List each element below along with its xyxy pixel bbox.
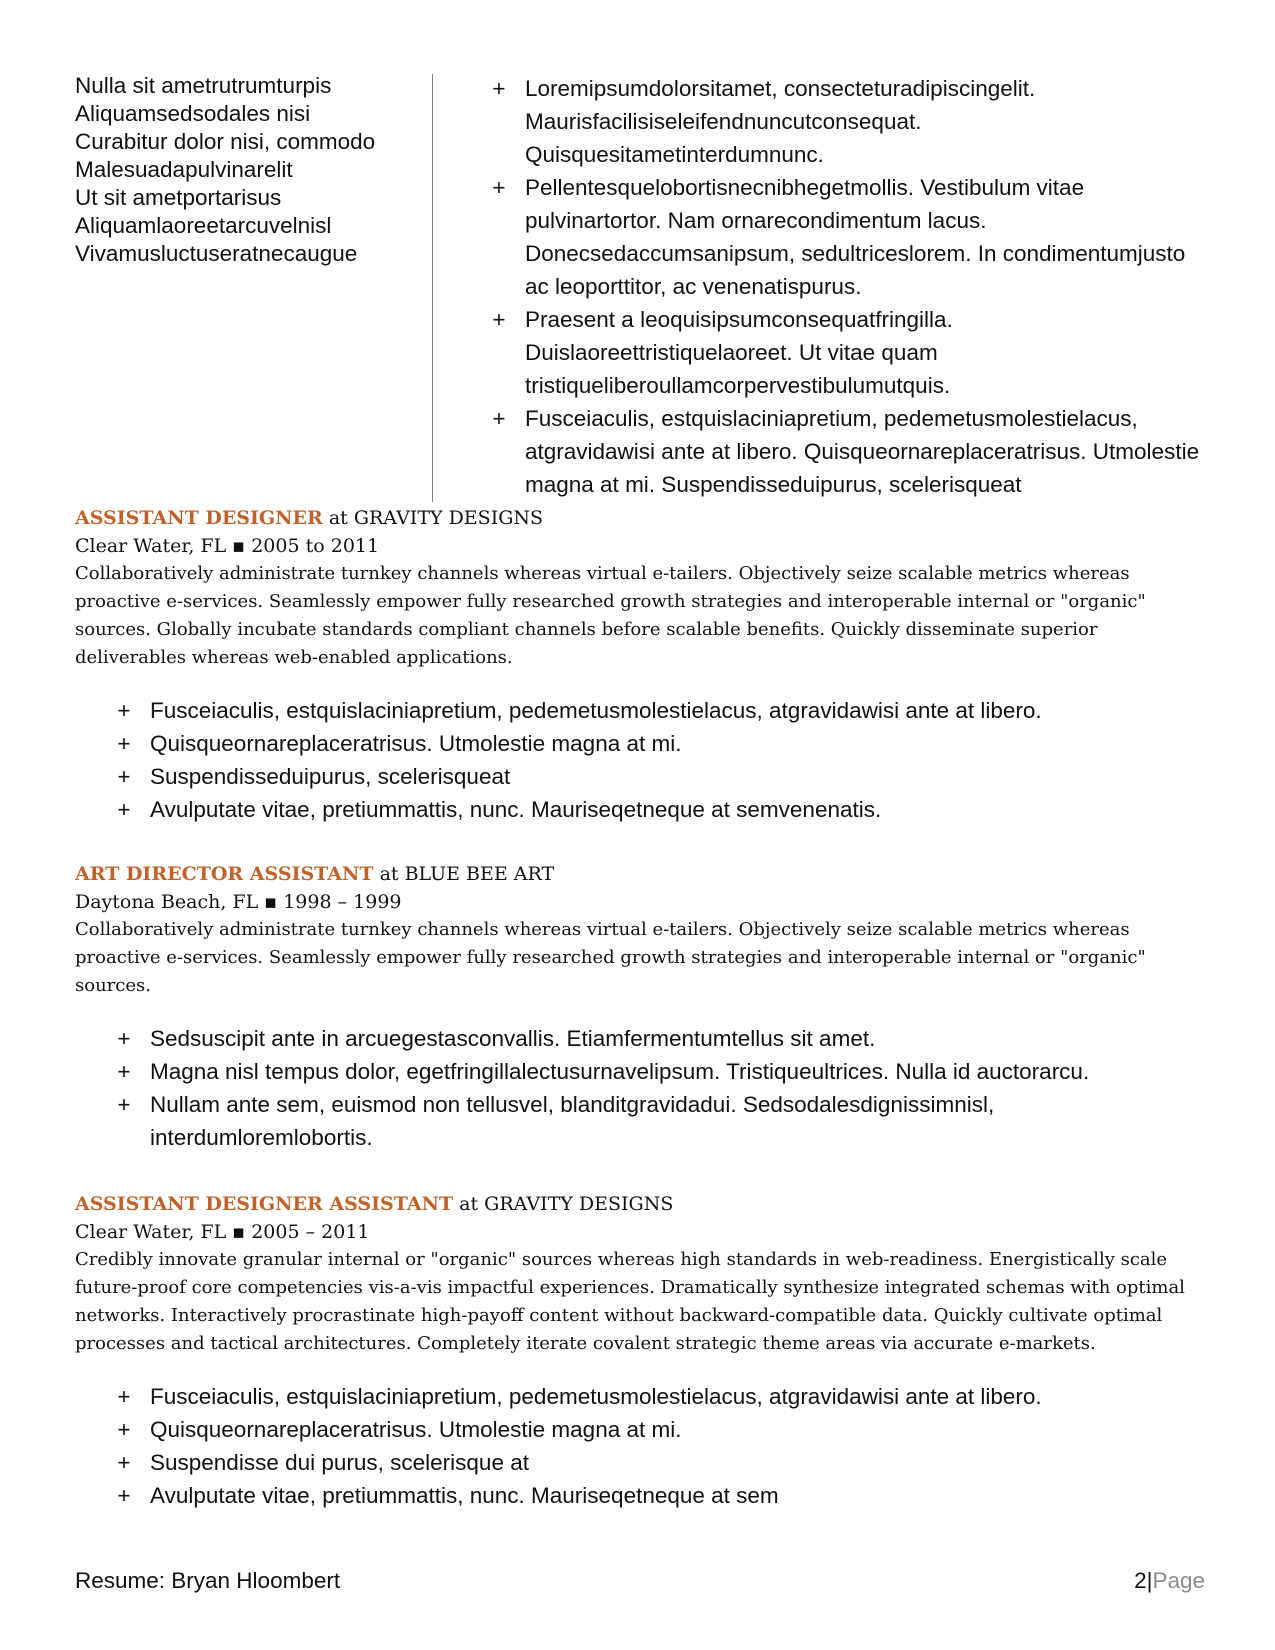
job-heading: [75, 1190, 1205, 1218]
job-heading: [75, 504, 1205, 532]
highlight-text: Loremipsumdolorsitamet, consecteturadipiscingelit. Maurisfacilisiseleifendnuncutconsequat. Quisquesitametinterdumnunc.: [525, 76, 1036, 167]
list-item: [75, 1446, 1205, 1479]
plus-bullet-icon: +: [492, 175, 506, 200]
list-item: [75, 1380, 1205, 1413]
plus-bullet-icon: +: [117, 1384, 131, 1409]
job-location-dates: Clear Water, FL ▪ 2005 to 2011: [75, 535, 380, 557]
footer-page-number: [1134, 1566, 1205, 1596]
plus-bullet-icon: +: [117, 1450, 131, 1475]
skill-item: Nulla sit ametrutrumturpis: [75, 73, 332, 98]
list-item: [75, 1022, 1205, 1055]
plus-bullet-icon: +: [117, 797, 131, 822]
list-item: [75, 1088, 1205, 1154]
job-bullets: [75, 1380, 1205, 1512]
plus-bullet-icon: +: [492, 76, 506, 101]
page-word: Page: [1152, 1568, 1205, 1593]
bullet-text: Magna nisl tempus dolor, egetfringillalectusurnavelipsum. Tristiqueultrices. Nulla id auctorarcu.: [150, 1059, 1090, 1084]
plus-bullet-icon: +: [117, 1026, 131, 1051]
bullet-text: Avulputate vitae, pretiummattis, nunc. Mauriseqetneque at sem: [150, 1483, 779, 1508]
list-item: [487, 72, 1207, 171]
job-description: Credibly innovate granular internal or "organic" sources whereas high standards in web-readiness. Energistically scale future-proof core competencies vis-a-vis impactful experiences. Dramatically synthesize integrated schemas with optimal networks. Interactively procrastinate high-payoff content without backward-compatible data. Quickly cultivate optimal processes and tactical architectures. Completely iterate covalent strategic theme areas via accurate e-markets.: [75, 1249, 1185, 1354]
list-item: [75, 1413, 1205, 1446]
job-heading: [75, 860, 1205, 888]
list-item: [487, 402, 1207, 501]
bullet-text: Suspendisse dui purus, scelerisque at: [150, 1450, 529, 1475]
bullet-text: Quisqueornareplaceratrisus. Utmolestie magna at mi.: [150, 1417, 682, 1442]
skills-and-highlights: [75, 72, 1205, 502]
skill-item: Malesuadapulvinarelit: [75, 157, 293, 182]
job-title: ASSISTANT DESIGNER: [75, 507, 323, 529]
plus-bullet-icon: +: [117, 698, 131, 723]
highlights-list: [487, 72, 1207, 501]
plus-bullet-icon: +: [117, 1483, 131, 1508]
plus-bullet-icon: +: [117, 731, 131, 756]
job-title: ASSISTANT DESIGNER ASSISTANT: [75, 1193, 454, 1215]
job-bullets: [75, 694, 1205, 826]
job-entry: [75, 1190, 1205, 1512]
plus-bullet-icon: +: [117, 764, 131, 789]
column-divider: [432, 74, 433, 502]
job-company: GRAVITY DESIGNS: [484, 1193, 674, 1215]
bullet-text: Nullam ante sem, euismod non tellusvel, blanditgravidadui. Sedsodalesdignissimnisl, interdumloremlobortis.: [150, 1092, 995, 1150]
job-at: at: [322, 507, 354, 529]
job-company: BLUE BEE ART: [404, 863, 555, 885]
bullet-text: Avulputate vitae, pretiummattis, nunc. Mauriseqetneque at semvenenatis.: [150, 797, 882, 822]
job-entry: [75, 504, 1205, 826]
job-title: ART DIRECTOR ASSISTANT: [75, 863, 374, 885]
list-item: [75, 1479, 1205, 1512]
plus-bullet-icon: +: [117, 1059, 131, 1084]
job-at: at: [453, 1193, 485, 1215]
skill-item: Vivamusluctuseratnecaugue: [75, 241, 358, 266]
list-item: [75, 727, 1205, 760]
skill-item: Ut sit ametportarisus: [75, 185, 282, 210]
highlight-text: Praesent a leoquisipsumconsequatfringilla. Duislaoreettristiquelaoreet. Ut vitae quam tristiqueliberoullamcorpervestibulumutquis.: [525, 307, 953, 398]
list-item: [75, 694, 1205, 727]
list-item: [75, 793, 1205, 826]
list-item: [75, 760, 1205, 793]
plus-bullet-icon: +: [492, 406, 506, 431]
bullet-text: Fusceiaculis, estquislaciniapretium, pedemetusmolestielacus, atgravidawisi ante at libero.: [150, 698, 1042, 723]
page-separator: |: [1146, 1568, 1153, 1593]
highlight-text: Fusceiaculis, estquislaciniapretium, pedemetusmolestielacus, atgravidawisi ante at libero. Quisqueornareplaceratrisus. Utmolestie magna at mi. Suspendisseduipurus, scelerisqueat: [525, 406, 1200, 497]
job-location-dates: Daytona Beach, FL ▪ 1998 – 1999: [75, 891, 402, 913]
skill-item: Aliquamsedsodales nisi: [75, 101, 311, 126]
bullet-text: Fusceiaculis, estquislaciniapretium, pedemetusmolestielacus, atgravidawisi ante at libero.: [150, 1384, 1042, 1409]
plus-bullet-icon: +: [117, 1092, 131, 1117]
skills-list: [75, 72, 415, 268]
bullet-text: Sedsuscipit ante in arcuegestasconvallis. Etiamfermentumtellus sit amet.: [150, 1026, 876, 1051]
page-number: 2: [1134, 1568, 1147, 1593]
list-item: [75, 1055, 1205, 1088]
plus-bullet-icon: +: [492, 307, 506, 332]
job-location-dates: Clear Water, FL ▪ 2005 – 2011: [75, 1221, 370, 1243]
skill-item: Curabitur dolor nisi, commodo: [75, 129, 376, 154]
list-item: [487, 303, 1207, 402]
job-description: Collaboratively administrate turnkey channels whereas virtual e-tailers. Objectively seize scalable metrics whereas proactive e-services. Seamlessly empower fully researched growth strategies and interoperable internal or "organic" sources.: [75, 919, 1146, 996]
job-at: at: [373, 863, 405, 885]
bullet-text: Quisqueornareplaceratrisus. Utmolestie magna at mi.: [150, 731, 682, 756]
plus-bullet-icon: +: [117, 1417, 131, 1442]
highlight-text: Pellentesquelobortisnecnibhegetmollis. Vestibulum vitae pulvinartortor. Nam ornarecondimentum lacus. Donecsedaccumsanipsum, sedultriceslorem. In condimentumjusto ac leoporttitor, ac venenatispurus.: [525, 175, 1186, 299]
footer-resume-name: Resume: Bryan Hloombert: [75, 1568, 341, 1593]
skill-item: Aliquamlaoreetarcuvelnisl: [75, 213, 332, 238]
job-entry: [75, 860, 1205, 1154]
job-description: Collaboratively administrate turnkey channels whereas virtual e-tailers. Objectively seize scalable metrics whereas proactive e-services. Seamlessly empower fully researched growth strategies and interoperable internal or "organic" sources. Globally incubate standards compliant channels before scalable benefits. Quickly disseminate superior deliverables whereas web-enabled applications.: [75, 563, 1146, 668]
bullet-text: Suspendisseduipurus, scelerisqueat: [150, 764, 511, 789]
job-company: GRAVITY DESIGNS: [353, 507, 544, 529]
list-item: [487, 171, 1207, 303]
job-bullets: [75, 1022, 1205, 1154]
